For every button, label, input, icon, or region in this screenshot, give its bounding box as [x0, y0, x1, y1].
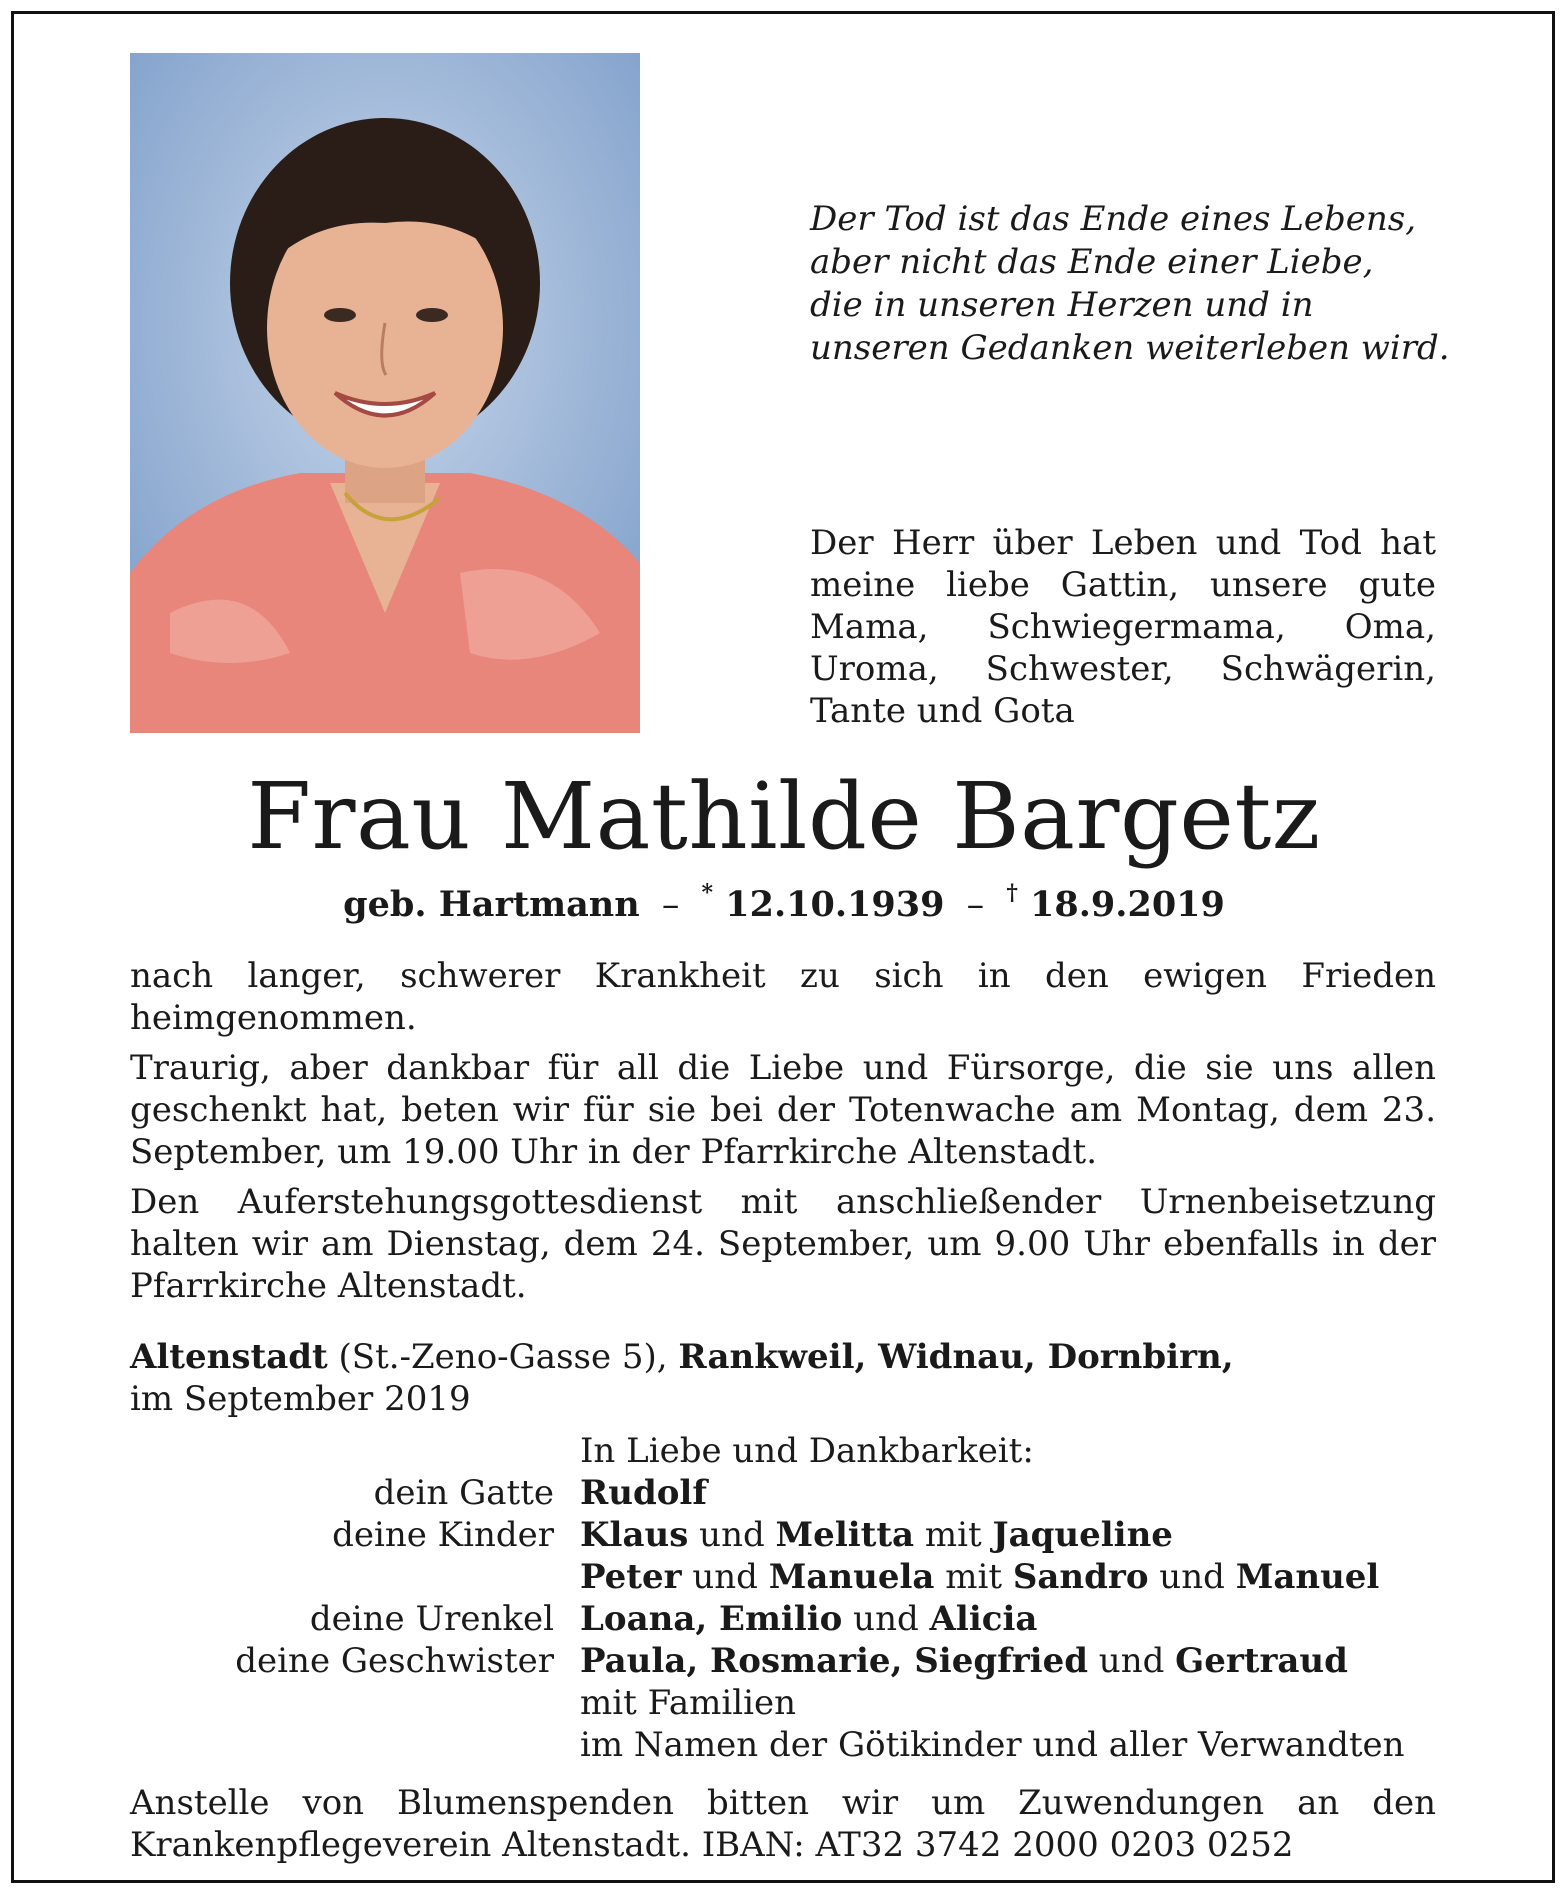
relative-name: Manuel [1235, 1557, 1380, 1597]
connector-text: im Namen der Götikinder und aller Verwandten [580, 1725, 1405, 1765]
signature-row [130, 1598, 1460, 1640]
paragraph: Traurig, aber dankbar für all die Liebe und Fürsorge, die sie uns allen geschenkt hat, beten wir für sie bei der Totenwache am Montag, dem 23. September, um 19.00 Uhr in der Pfarrkirche Altenstadt. [130, 1048, 1436, 1172]
quote-line: aber nicht das Ende einer Liebe, [810, 242, 1374, 282]
relation-label [130, 1556, 580, 1598]
connector-text: und [1148, 1557, 1236, 1597]
relative-names [580, 1598, 1037, 1640]
paragraph: Den Auferstehungsgottesdienst mit anschließender Urnenbeisetzung halten wir am Dienstag, dem 24. September, um 9.00 Uhr ebenfalls in der Pfarrkirche Altenstadt. [130, 1182, 1436, 1306]
paragraph: nach langer, schwerer Krankheit zu sich in den ewigen Frieden heimgenommen. [130, 956, 1436, 1038]
born-symbol: * [701, 880, 714, 906]
notice-body [130, 955, 1436, 1315]
connector-text: mit [934, 1557, 1013, 1597]
died-symbol: † [1006, 880, 1018, 906]
relative-name: Jaqueline [992, 1515, 1173, 1555]
relative-name: Klaus [580, 1515, 689, 1555]
connector-text: und [681, 1557, 769, 1597]
relative-name: Loana, Emilio [580, 1599, 843, 1639]
signatures-heading: In Liebe und Dankbarkeit: [580, 1431, 1034, 1471]
signature-row [130, 1724, 1460, 1766]
place-town: Altenstadt [130, 1337, 328, 1377]
relative-names [580, 1556, 1379, 1598]
signature-row [130, 1682, 1460, 1724]
signature-row [130, 1514, 1460, 1556]
signature-row [130, 1556, 1460, 1598]
life-dates [0, 880, 1568, 925]
quote-line: die in unseren Herzen und in [810, 285, 1314, 325]
notice-date: im September 2019 [130, 1379, 471, 1419]
connector-text: mit [914, 1515, 993, 1555]
memorial-quote [810, 198, 1450, 370]
connector-text: mit Familien [580, 1683, 797, 1723]
separator: – [966, 885, 985, 925]
connector-text: und [688, 1515, 776, 1555]
connector-text: und [842, 1599, 930, 1639]
relative-names [580, 1640, 1348, 1682]
signature-row [130, 1640, 1460, 1682]
maiden-name: geb. Hartmann [343, 884, 640, 925]
quote-line: Der Tod ist das Ende eines Lebens, [810, 199, 1417, 239]
relative-name: Melitta [775, 1515, 915, 1555]
relation-label: deine Urenkel [309, 1599, 554, 1639]
place-address: (St.-Zeno-Gasse 5), [338, 1337, 668, 1377]
connector-text: und [1087, 1641, 1176, 1681]
deceased-name: Frau Mathilde Bargetz [247, 763, 1321, 870]
relative-name: Alicia [929, 1599, 1038, 1639]
birth-date: 12.10.1939 [725, 884, 945, 925]
relation-label: deine Kinder [332, 1515, 554, 1555]
signatures [130, 1430, 1460, 1766]
portrait-photo [130, 53, 640, 733]
relation-label: dein Gatte [373, 1473, 554, 1513]
relative-name: Peter [580, 1557, 682, 1597]
signature-row [130, 1472, 1460, 1514]
place-others: Rankweil, Widnau, Dornbirn, [678, 1337, 1234, 1377]
relative-name: Rudolf [580, 1473, 707, 1513]
relative-name: Gertraud [1175, 1641, 1348, 1681]
relation-label [130, 1724, 580, 1766]
relative-names [580, 1514, 1173, 1556]
donation-note: Anstelle von Blumenspenden bitten wir um Zuwendungen an den Krankenpflegeverein Altenstadt. IBAN: AT32 3742 2000 0203 0252 [130, 1783, 1436, 1865]
place-and-date [130, 1336, 1436, 1420]
quote-line: unseren Gedanken weiterleben wird. [810, 328, 1450, 368]
relative-name: Manuela [768, 1557, 935, 1597]
relative-names [580, 1724, 1405, 1766]
death-date: 18.9.2019 [1030, 884, 1225, 925]
relation-label: deine Geschwister [235, 1641, 554, 1681]
relative-name: Paula, Rosmarie, Siegfried [580, 1641, 1088, 1681]
relative-names [580, 1682, 796, 1724]
intro-text: Der Herr über Leben und Tod hat meine liebe Gattin, unsere gute Mama, Schwiegermama, Oma, Uroma, Schwester, Schwägerin, Tante und Gota [810, 523, 1436, 731]
relative-name: Sandro [1012, 1557, 1149, 1597]
relation-label [130, 1682, 580, 1724]
separator: – [661, 885, 680, 925]
relative-names [580, 1472, 707, 1514]
